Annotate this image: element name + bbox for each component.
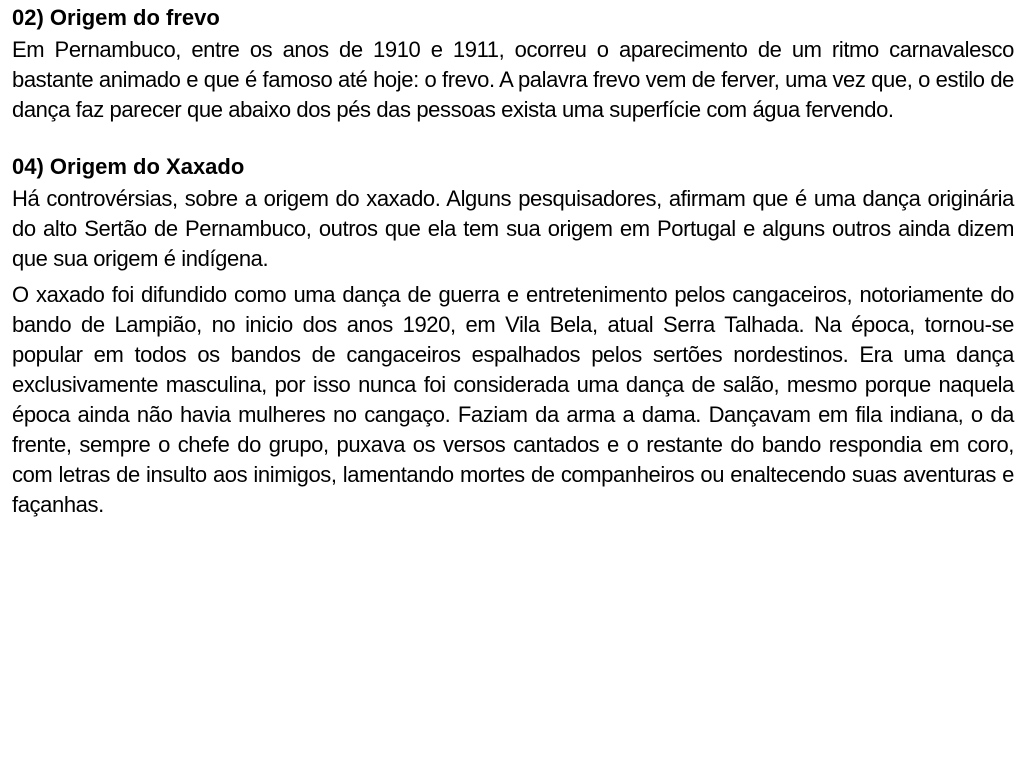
section-paragraph: Em Pernambuco, entre os anos de 1910 e 1911, ocorreu o aparecimento de um ritmo carnavalesco bastante animado e que é famoso até hoje: o frevo. A palavra frevo vem de ferver, uma vez que, o estilo de dança faz parecer que abaixo dos pés das pessoas exista uma superfície com água fervendo. [12, 37, 1015, 122]
section-heading: 02) Origem do frevo [12, 5, 220, 30]
section-paragraph: O xaxado foi difundido como uma dança de guerra e entretenimento pelos cangaceiros, notoriamente do bando de Lampião, no inicio dos anos 1920, em Vila Bela, atual Serra Talhada. Na época, tornou-se popular em todos os bandos de cangaceiros espalhados pelos sertões nordestinos. Era uma dança exclusivamente masculina, por isso nunca foi considerada uma dança de salão, mesmo porque naquela época ainda não havia mulheres no cangaço. Faziam da arma a dama. Dançavam em fila indiana, o da frente, sempre o chefe do grupo, puxava os versos cantados e o restante do bando respondia em coro, com letras de insulto aos inimigos, lamentando mortes de companheiros ou enaltecendo suas aventuras e façanhas. [12, 282, 1014, 517]
section-heading: 04) Origem do Xaxado [12, 154, 245, 179]
section-paragraph: Há controvérsias, sobre a origem do xaxado. Alguns pesquisadores, afirmam que é uma dança originária do alto Sertão de Pernambuco, outros que ela tem sua origem em Portugal e alguns outros ainda dizem que sua origem é indígena. [12, 186, 1014, 271]
section-frevo [12, 4, 1014, 125]
section-xaxado [12, 153, 1014, 520]
